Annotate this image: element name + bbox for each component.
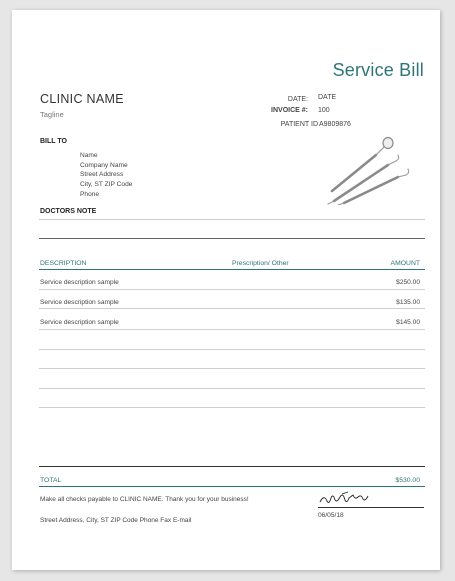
bill-to-name: Name [80,152,98,159]
total-separator-line [39,466,425,467]
table-row-description: Service description sample [40,279,119,286]
bill-to-phone: Phone [80,190,100,198]
table-row-amount: $250.00 [396,279,420,286]
amount-column-header: AMOUNT [390,260,420,267]
invoice-label: INVOICE #: [271,107,308,114]
table-row-line [39,388,425,389]
invoice-value: 100 [318,107,330,114]
date-label: DATE: [287,96,308,103]
patient-id-label: PATIENT ID [280,121,318,128]
table-row-amount: $145.00 [396,319,420,326]
table-row-line [39,407,425,408]
doctors-note-heading: DOCTORS NOTE [40,208,97,215]
signature-line [318,507,424,508]
table-row-line [39,289,425,290]
clinic-name: CLINIC NAME [40,92,124,106]
prescription-column-header: Prescription/ Other [232,260,289,267]
bill-to-address [80,151,132,200]
date-value: DATE [318,94,337,101]
bill-to-street: Street Address [80,171,124,179]
patient-id-value: A9809876 [319,121,351,128]
description-column-header: DESCRIPTION [40,260,87,267]
checks-payable-note: Make all checks payable to CLINIC NAME. Thank you for your business! [40,496,249,503]
bill-to-city: City, ST ZIP Code [80,181,133,189]
table-row-description: Service description sample [40,299,119,306]
signature-image [318,488,378,508]
total-amount: $530.00 [395,477,420,484]
footer-address: Street Address, City, ST ZIP Code Phone Fax E-mail [40,517,192,524]
document-title: Service Bill [332,60,424,80]
table-row-amount: $135.00 [396,299,420,306]
total-label: TOTAL [40,477,62,484]
invoice-page [12,10,440,570]
clinic-tagline: Tagline [40,110,64,119]
table-row-line [39,349,425,350]
bill-to-company: Company Name [80,161,128,169]
table-row-description: Service description sample [40,319,119,326]
doctors-note-line-2 [39,238,425,239]
bill-to-heading: BILL TO [40,138,67,145]
table-row-line [39,329,425,330]
dental-tools-illustration [324,133,414,205]
signature-date: 06/05/18 [318,512,344,519]
total-line [39,486,425,487]
table-row-line [39,308,425,309]
table-row-line [39,368,425,369]
table-header-line [39,269,425,270]
doctors-note-line-1 [39,219,425,220]
